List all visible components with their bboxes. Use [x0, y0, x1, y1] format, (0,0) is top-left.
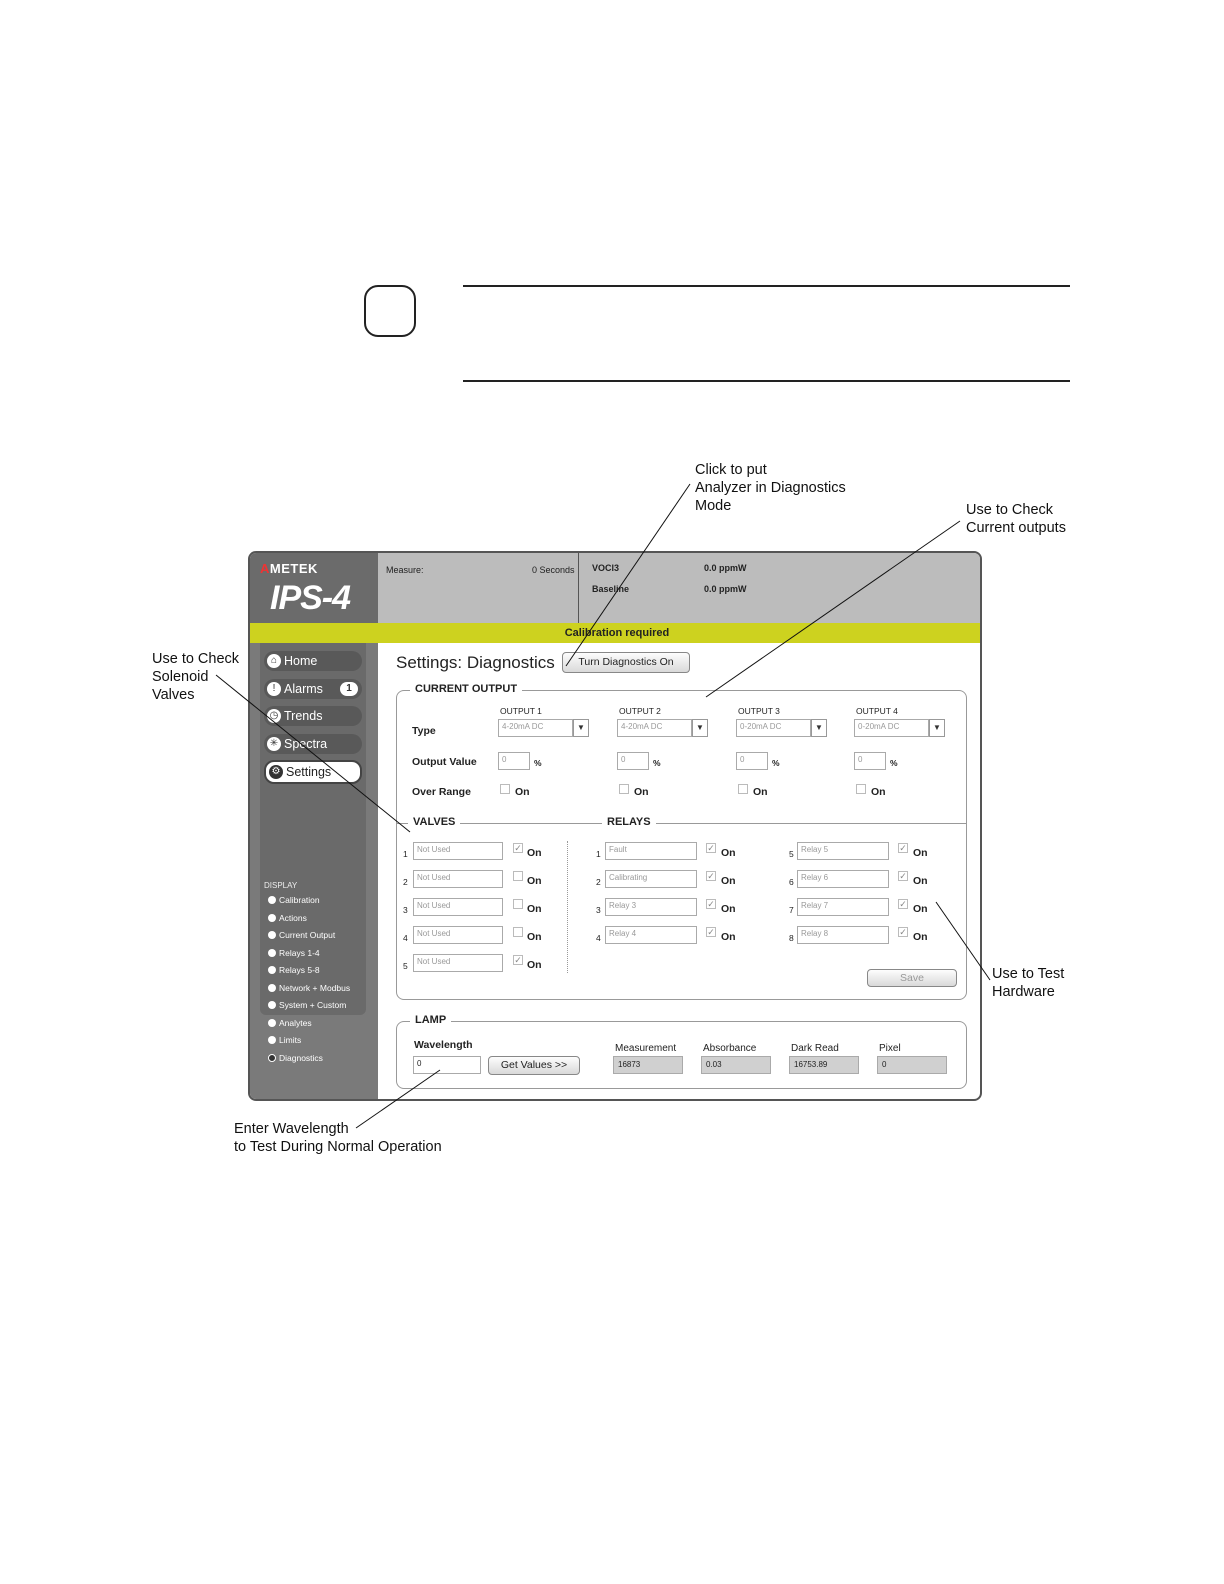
output-1-over-range-label: On [515, 786, 530, 798]
gear-icon: ⚙ [269, 765, 283, 779]
leader-solenoid-valves [216, 675, 410, 832]
leader-test-hardware [936, 902, 990, 980]
output-value-row-label: Output Value [412, 756, 477, 768]
spectra-icon: ✳ [267, 737, 281, 751]
analyte-value: 0.0 ppmW [704, 563, 747, 573]
chevron-down-icon[interactable]: ▼ [811, 719, 827, 737]
relay-4-number: 4 [596, 933, 601, 943]
wavelength-label: Wavelength [414, 1039, 473, 1051]
lamp-title: LAMP [410, 1014, 451, 1026]
sidebar-item-diagnostics[interactable]: Diagnostics [268, 1051, 323, 1065]
valve-5-checkbox[interactable]: ✓ [514, 955, 522, 965]
chevron-down-icon[interactable]: ▼ [929, 719, 945, 737]
relay-7-checkbox[interactable]: ✓ [899, 899, 907, 909]
nav-alarms[interactable]: ! Alarms 1 [264, 679, 362, 699]
model-logo: IPS-4 [270, 579, 351, 617]
leader-diagnostics-mode [566, 484, 690, 666]
relay-1-checkbox[interactable]: ✓ [707, 843, 715, 853]
output-3-over-range-label: On [753, 786, 768, 798]
display-section-label: DISPLAY [264, 881, 298, 890]
page-title: Settings: Diagnostics [396, 653, 555, 672]
output-4-label: OUTPUT 4 [856, 706, 898, 716]
chevron-down-icon[interactable]: ▼ [692, 719, 708, 737]
relay-5-on-label: On [913, 847, 928, 859]
nav-home[interactable]: ⌂ Home [264, 651, 362, 671]
relay-3-on-label: On [721, 903, 736, 915]
output-3-label: OUTPUT 3 [738, 706, 780, 716]
absorbance-label: Absorbance [703, 1043, 757, 1054]
pixel-label: Pixel [879, 1043, 901, 1054]
leader-wavelength [356, 1070, 440, 1128]
home-icon: ⌂ [267, 654, 281, 668]
relay-1-on-label: On [721, 847, 736, 859]
dark-read-label: Dark Read [791, 1043, 839, 1054]
valves-title: VALVES [408, 816, 460, 828]
relay-2-checkbox[interactable]: ✓ [707, 871, 715, 881]
dark-read-value: 16753.89 [789, 1056, 859, 1074]
output-3-percent: % [772, 758, 780, 768]
sidebar-item-calibration[interactable]: Calibration [268, 893, 320, 907]
turn-diagnostics-on-button[interactable]: Turn Diagnostics On [562, 652, 690, 673]
sidebar-item-analytes[interactable]: Analytes [268, 1016, 312, 1030]
output-2-value-input[interactable]: 0 [617, 752, 649, 770]
valve-1-checkbox[interactable]: ✓ [514, 843, 522, 853]
get-values-button[interactable]: Get Values >> [488, 1056, 580, 1075]
relay-2-on-label: On [721, 875, 736, 887]
sidebar-item-actions[interactable]: Actions [268, 911, 307, 925]
company-logo: AMETEK [260, 561, 318, 576]
output-3-type-select[interactable]: 0-20mA DC [736, 719, 811, 737]
annotation-diagnostics-mode: Click to put Analyzer in Diagnostics Mode [695, 462, 846, 514]
sidebar-item-system-custom[interactable]: System + Custom [268, 998, 346, 1012]
output-1-type-select[interactable]: 4-20mA DC [498, 719, 573, 737]
relay-6-on-label: On [913, 875, 928, 887]
relay-5-checkbox[interactable]: ✓ [899, 843, 907, 853]
sidebar-item-relays-1-4[interactable]: Relays 1-4 [268, 946, 320, 960]
chevron-down-icon[interactable]: ▼ [573, 719, 589, 737]
calibration-status-bar: Calibration required [250, 623, 982, 643]
valve-3-name-input[interactable]: Not Used [413, 898, 503, 916]
relay-6-name-input[interactable]: Relay 6 [797, 870, 889, 888]
output-2-over-range-label: On [634, 786, 649, 798]
measurement-value: 16873 [613, 1056, 683, 1074]
pixel-value: 0 [877, 1056, 947, 1074]
relay-8-number: 8 [789, 933, 794, 943]
annotation-test-hardware: Use to Test Hardware [992, 966, 1065, 1000]
output-4-percent: % [890, 758, 898, 768]
baseline-value: 0.0 ppmW [704, 584, 747, 594]
relay-1-number: 1 [596, 849, 601, 859]
relay-4-name-input[interactable]: Relay 4 [605, 926, 697, 944]
bell-icon: ! [267, 682, 281, 696]
relay-3-number: 3 [596, 905, 601, 915]
relay-7-number: 7 [789, 905, 794, 915]
relay-4-on-label: On [721, 931, 736, 943]
output-2-label: OUTPUT 2 [619, 706, 661, 716]
valve-1-name-input[interactable]: Not Used [413, 842, 503, 860]
relay-5-name-input[interactable]: Relay 5 [797, 842, 889, 860]
nav-trends[interactable]: ◷ Trends [264, 706, 362, 726]
valve-5-on-label: On [527, 959, 542, 971]
clock-icon: ◷ [267, 709, 281, 723]
measure-value: 0 Seconds [532, 565, 575, 575]
valve-1-on-label: On [527, 847, 542, 859]
relay-8-name-input[interactable]: Relay 8 [797, 926, 889, 944]
relays-title: RELAYS [602, 816, 656, 828]
valve-4-name-input[interactable]: Not Used [413, 926, 503, 944]
baseline-label: Baseline [592, 584, 630, 594]
relay-4-checkbox[interactable]: ✓ [707, 927, 715, 937]
relay-2-number: 2 [596, 877, 601, 887]
leader-current-outputs [706, 521, 960, 697]
annotation-wavelength: Enter Wavelength to Test During Normal Operation [234, 1121, 442, 1155]
measurement-label: Measurement [615, 1043, 677, 1054]
relay-6-checkbox[interactable]: ✓ [899, 871, 907, 881]
valve-3-on-label: On [527, 903, 542, 915]
nav-spectra[interactable]: ✳ Spectra [264, 734, 362, 754]
output-1-value-input[interactable]: 0 [498, 752, 530, 770]
relay-2-name-input[interactable]: Calibrating [605, 870, 697, 888]
relay-7-on-label: On [913, 903, 928, 915]
sidebar-item-network-modbus[interactable]: Network + Modbus [268, 981, 350, 995]
relay-5-number: 5 [789, 849, 794, 859]
relay-8-checkbox[interactable]: ✓ [899, 927, 907, 937]
relay-3-name-input[interactable]: Relay 3 [605, 898, 697, 916]
alarm-count-badge: 1 [340, 682, 358, 696]
valve-3-number: 3 [403, 905, 408, 915]
current-output-title: CURRENT OUTPUT [410, 683, 522, 695]
valve-2-number: 2 [403, 877, 408, 887]
annotation-current-outputs: Use to Check Current outputs [966, 502, 1066, 536]
output-4-value-input[interactable]: 0 [854, 752, 886, 770]
output-2-type-select[interactable]: 4-20mA DC [617, 719, 692, 737]
relay-1-name-input[interactable]: Fault [605, 842, 697, 860]
valve-4-on-label: On [527, 931, 542, 943]
output-3-value-input[interactable]: 0 [736, 752, 768, 770]
valve-1-number: 1 [403, 849, 408, 859]
relay-7-name-input[interactable]: Relay 7 [797, 898, 889, 916]
valve-2-on-label: On [527, 875, 542, 887]
sidebar-item-current-output[interactable]: Current Output [268, 928, 335, 942]
valve-5-name-input[interactable]: Not Used [413, 954, 503, 972]
valve-4-number: 4 [403, 933, 408, 943]
sidebar-item-relays-5-8[interactable]: Relays 5-8 [268, 963, 320, 977]
over-range-row-label: Over Range [412, 786, 471, 798]
output-4-type-select[interactable]: 0-20mA DC [854, 719, 929, 737]
output-1-label: OUTPUT 1 [500, 706, 542, 716]
measure-label: Measure: [386, 565, 424, 575]
analyte-label: VOCl3 [592, 563, 620, 573]
relay-6-number: 6 [789, 877, 794, 887]
valve-2-name-input[interactable]: Not Used [413, 870, 503, 888]
relay-8-on-label: On [913, 931, 928, 943]
save-button[interactable]: Save [867, 969, 957, 987]
relay-3-checkbox[interactable]: ✓ [707, 899, 715, 909]
annotation-solenoid-valves: Use to Check Solenoid Valves [152, 651, 240, 703]
sidebar-item-limits[interactable]: Limits [268, 1033, 301, 1047]
output-4-over-range-label: On [871, 786, 886, 798]
output-2-percent: % [653, 758, 661, 768]
type-row-label: Type [412, 725, 436, 737]
absorbance-value: 0.03 [701, 1056, 771, 1074]
output-1-percent: % [534, 758, 542, 768]
nav-settings[interactable]: ⚙ Settings [264, 760, 362, 784]
wavelength-input[interactable]: 0 [413, 1056, 481, 1074]
valve-5-number: 5 [403, 961, 408, 971]
